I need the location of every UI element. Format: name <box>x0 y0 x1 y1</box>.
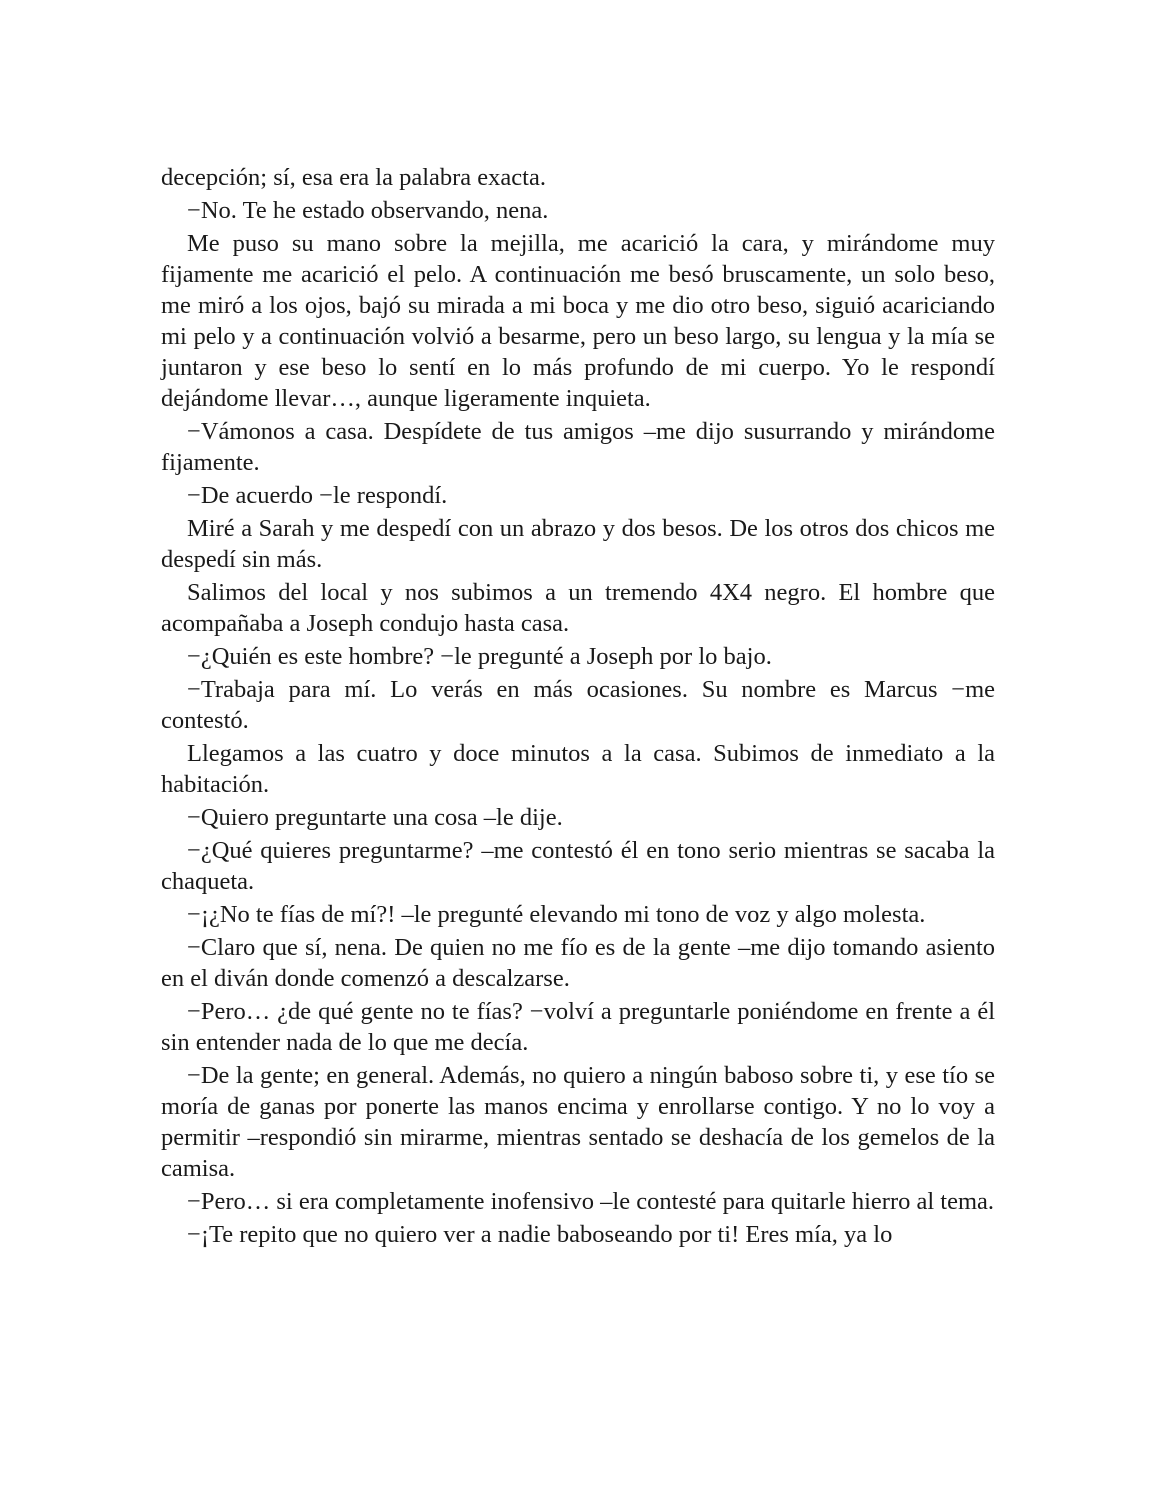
paragraph-3: Me puso su mano sobre la mejilla, me acarició la cara, y mirándome muy fijamente me acarició el pelo. A continuación me besó bruscamente, un solo beso, me miró a los ojos, bajó su mirada a mi boca y me dio otro beso, siguió acariciando mi pelo y a continuación volvió a besarme, pero un beso largo, su lengua y la mía se juntaron y ese beso lo sentí en lo más profundo de mi cuerpo. Yo le respondí dejándome llevar…, aunque ligeramente inquieta. <box>161 230 995 412</box>
paragraph-8: −¿Quién es este hombre? −le pregunté a Joseph por lo bajo. <box>187 643 772 670</box>
paragraph-18: −¡Te repito que no quiero ver a nadie baboseando por ti! Eres mía, ya lo <box>187 1221 893 1248</box>
paragraph-15: −Pero… ¿de qué gente no te fías? −volví a preguntarle poniéndome en frente a él sin entender nada de lo que me decía. <box>161 998 995 1056</box>
paragraph-12: −¿Qué quieres preguntarme? –me contestó él en tono serio mientras se sacaba la chaqueta. <box>161 837 995 895</box>
paragraph-17: −Pero… si era completamente inofensivo –le contesté para quitarle hierro al tema. <box>187 1188 995 1215</box>
paragraph-6: Miré a Sarah y me despedí con un abrazo y dos besos. De los otros dos chicos me despedí sin más. <box>161 515 995 573</box>
paragraph-13: −¡¿No te fías de mí?! –le pregunté elevando mi tono de voz y algo molesta. <box>187 901 926 928</box>
paragraph-4: −Vámonos a casa. Despídete de tus amigos –me dijo susurrando y mirándome fijamente. <box>161 418 995 476</box>
paragraph-11: −Quiero preguntarte una cosa –le dije. <box>187 804 563 831</box>
paragraph-2: −No. Te he estado observando, nena. <box>187 197 549 224</box>
book-page <box>161 162 995 1252</box>
paragraph-9: −Trabaja para mí. Lo verás en más ocasiones. Su nombre es Marcus −me contestó. <box>161 676 995 734</box>
paragraph-5: −De acuerdo −le respondí. <box>187 482 448 509</box>
paragraph-16: −De la gente; en general. Además, no quiero a ningún baboso sobre ti, y ese tío se moría de ganas por ponerte las manos encima y enrollarse contigo. Y no lo voy a permitir –respondió sin mirarme, mientras sentado se deshacía de los gemelos de la camisa. <box>161 1062 995 1182</box>
paragraph-1: decepción; sí, esa era la palabra exacta. <box>161 164 546 191</box>
paragraph-7: Salimos del local y nos subimos a un tremendo 4X4 negro. El hombre que acompañaba a Joseph condujo hasta casa. <box>161 579 995 637</box>
paragraph-14: −Claro que sí, nena. De quien no me fío es de la gente –me dijo tomando asiento en el diván donde comenzó a descalzarse. <box>161 934 995 992</box>
paragraph-10: Llegamos a las cuatro y doce minutos a la casa. Subimos de inmediato a la habitación. <box>161 740 995 798</box>
